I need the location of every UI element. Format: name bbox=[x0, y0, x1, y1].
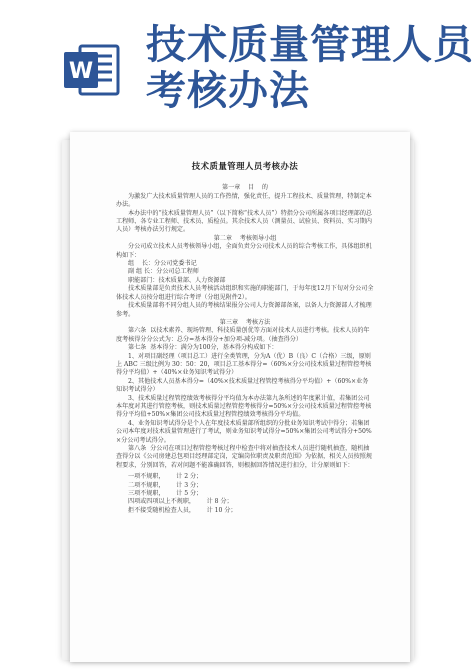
document-paragraph: 第八条 分公司在项目过程管控考核过程中检查中将对抽查技术人员进行随机抽查，随机抽查得分以《公司房建总包项目经理部定岗，定编岗位职责及职责范围》为依据，相关人员按照规程要求，分别回答，若对问题不能准确回答，则根据回答情况进行扣分，计分原则如下： bbox=[116, 445, 372, 469]
banner-title-line2: 考核办法 bbox=[146, 68, 310, 114]
document-paragraphs bbox=[116, 184, 374, 515]
banner bbox=[0, 0, 474, 130]
document-paragraph: 1、对项目副经理（项目总工）进行全类管理，分为A（优）B（良）C（合格）三级，原则上 ABC 三级比例为 30：50：20，项目总工基本得分=（60%×分公司技术质量过程管控考核得分平均值）+（40%×业务知识考试得分） bbox=[116, 352, 372, 377]
document-page bbox=[70, 132, 410, 662]
banner-title-line1: 技术质量管理人员 bbox=[146, 22, 474, 68]
document-paragraph: 3、技术质量过程管控绩效考核得分平均值为本办法第九条所述的年度累计值，若集团公司本年度对其进行管控考核，则技术质量过程管控考核得分=50%×分公司技术质量过程管控考核得分平均值+50%×集团公司技术质量过程管控绩效考核得分平均值。 bbox=[116, 394, 372, 419]
chapter-heading: 第二章 考核领导小组 bbox=[213, 234, 277, 242]
document-title: 技术质量管理人员考核办法 bbox=[191, 161, 299, 171]
document-paragraph: 为激发广大技术质量管理人员的工作热情，强化责任，提升工程技术、质量管理，特制定本办法。 bbox=[116, 192, 372, 209]
document-paragraph: 技术质量部是负责技术人员考核活动组织和实施的职能部门，于每年度12月下旬对分公司全体技术人员按分组进行综合考评（分组见附件2）。 bbox=[116, 285, 374, 301]
document-paragraph: 三项不规职， 计 5 分； bbox=[128, 490, 203, 498]
document-paragraph: 4、业务知识考试得分是个人在年度技术质量部所组织的分批业务知识考试中得分；若集团公司本年度对技术质量管理进行了考试，则业务知识考试得分=50%×集团公司考试得分+50%×分公司考试得分。 bbox=[116, 419, 372, 444]
word-doc-icon bbox=[60, 38, 124, 102]
document-paragraph: 一项不规职， 计 2 分； bbox=[128, 473, 203, 481]
word-icon-letter: W bbox=[68, 59, 94, 84]
document-paragraph: 本办法中的“技术质量管理人员”（以下简称“技术人员”）特指分公司所属各项目经理部的总工程师、各专业工程师、技术员、质检员。其余技术人员（测量员、试验员、资料员、实习期内人员）考核办法另行规定。 bbox=[116, 209, 373, 234]
document-paragraph: 分公司成立技术人员考核领导小组，全面负责分公司技术人员的综合考核工作，具体组织机构如下： bbox=[116, 243, 372, 259]
document-paragraph: 二项不规职， 计 3 分； bbox=[128, 481, 203, 489]
document-paragraph: 技术质量部将不同分组人员的考核结果报分公司人力资源部备案，以备人力资源部人才梳理参考。 bbox=[116, 302, 372, 318]
banner-title bbox=[146, 22, 474, 114]
document-paragraph: 拒不接受随机检查人员， 计 10 分； bbox=[128, 506, 237, 514]
document-body bbox=[116, 162, 374, 515]
document-paragraph: 职能部门：技术质量部、人力资源部 bbox=[128, 276, 226, 284]
document-paragraph: 2、其他技术人员基本得分=（40%×技术质量过程管控考核得分平均值）+（60%×业务知识考试得分） bbox=[116, 377, 369, 394]
document-paragraph: 第七条 基本得分：满分为100分，基本得分构成如下： bbox=[128, 344, 278, 352]
chapter-heading: 第三章 考核方法 bbox=[219, 318, 271, 326]
document-paragraph: 副 组 长：分公司总工程师 bbox=[128, 268, 199, 276]
document-paragraph: 组 长：分公司党委书记 bbox=[128, 260, 197, 268]
document-paragraph: 四项或四项以上不规职， 计 8 分； bbox=[128, 498, 233, 506]
document-paragraph: 第六条 以技术素养、现场管理、科技质量创优等方面对技术人员进行考核。技术人员的年度考核得分分公式为：总分=基本得分+加分项-减分项。（抽查得分） bbox=[116, 327, 370, 343]
chapter-heading: 第一章 目 的 bbox=[222, 184, 268, 192]
fade-overlay bbox=[70, 634, 410, 662]
